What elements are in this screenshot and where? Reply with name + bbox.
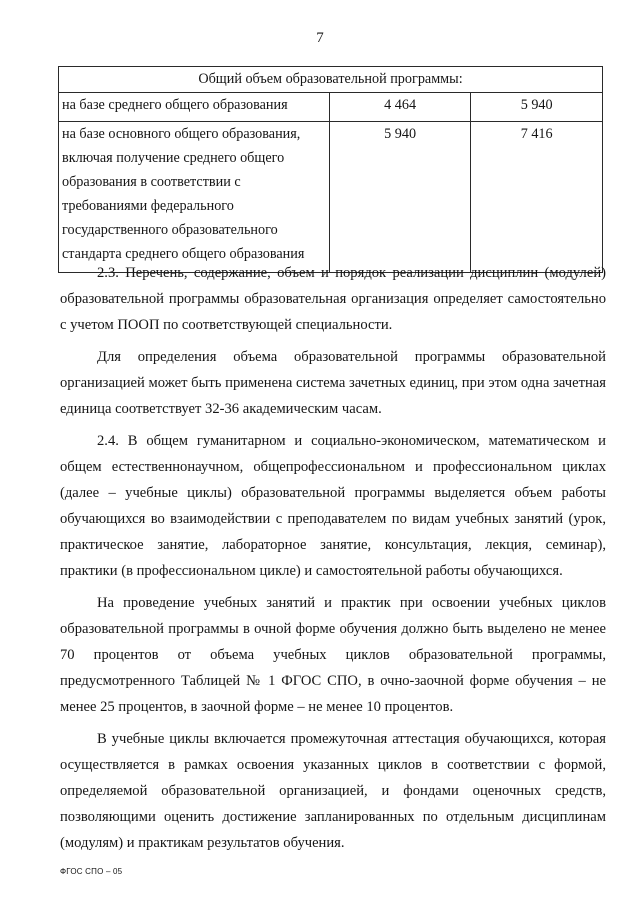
paragraph-attestation: В учебные циклы включается промежуточная аттестация обучающихся, которая осуществляется в рамках освоения указанных циклов в соответствии с формой, определяемой образовательной организацией, и фондами оценочных средств, позволяющими оценить достижение запланированных по отдельным дисциплинам (модулям) и практикам результатов обучения. bbox=[60, 731, 606, 852]
table-cell-value: 4 464 bbox=[329, 93, 470, 122]
page-number: 7 bbox=[316, 30, 324, 46]
table-cell-value: 7 416 bbox=[471, 122, 603, 273]
table-row bbox=[59, 122, 603, 273]
table-cell-value: 5 940 bbox=[471, 93, 603, 122]
program-volume-table bbox=[58, 66, 603, 273]
paragraph-study-forms: На проведение учебных занятий и практик при освоении учебных циклов образовательной программы в очной форме обучения должно быть выделено не менее 70 процентов от объема учебных циклов образовательной программы, предусмотренного Таблицей № 1 ФГОС СПО, в очно-заочной форме обучения – не менее 25 процентов, в заочной форме – не менее 10 процентов. bbox=[60, 595, 606, 715]
table-row-label: на базе среднего общего образования bbox=[59, 93, 330, 122]
paragraph-2-3: 2.3. Перечень, содержание, объем и порядок реализации дисциплин (модулей) образовательной программы образовательная организация определяет самостоятельно с учетом ПООП по соответствующей специальности. bbox=[60, 265, 606, 333]
footer-label: ФГОС СПО – 05 bbox=[60, 867, 123, 876]
table-row bbox=[59, 93, 603, 122]
table-row-label: на базе основного общего образования, включая получение среднего общего образования в соответствии с требованиями федерального государственного образовательного стандарта среднего общего образования bbox=[59, 122, 330, 273]
paragraph-credit-units: Для определения объема образовательной программы образовательной организацией может быть применена система зачетных единиц, при этом одна зачетная единица соответствует 32-36 академическим часам. bbox=[60, 349, 606, 418]
table-cell-value: 5 940 bbox=[329, 122, 470, 273]
table-header-cell: Общий объем образовательной программы: bbox=[59, 67, 603, 93]
table-header-row bbox=[59, 67, 603, 93]
document-body bbox=[60, 261, 606, 863]
paragraph-2-4: 2.4. В общем гуманитарном и социально-экономическом, математическом и общем естественнонаучном, общепрофессиональном и профессиональном циклах (далее – учебные циклы) образовательной программы выделяется объем работы обучающихся во взаимодействии с преподавателем по видам учебных занятий (урок, практическое занятие, лабораторное занятие, консультация, лекция, семинар), практики (в профессиональном цикле) и самостоятельной работы обучающихся. bbox=[60, 433, 606, 579]
